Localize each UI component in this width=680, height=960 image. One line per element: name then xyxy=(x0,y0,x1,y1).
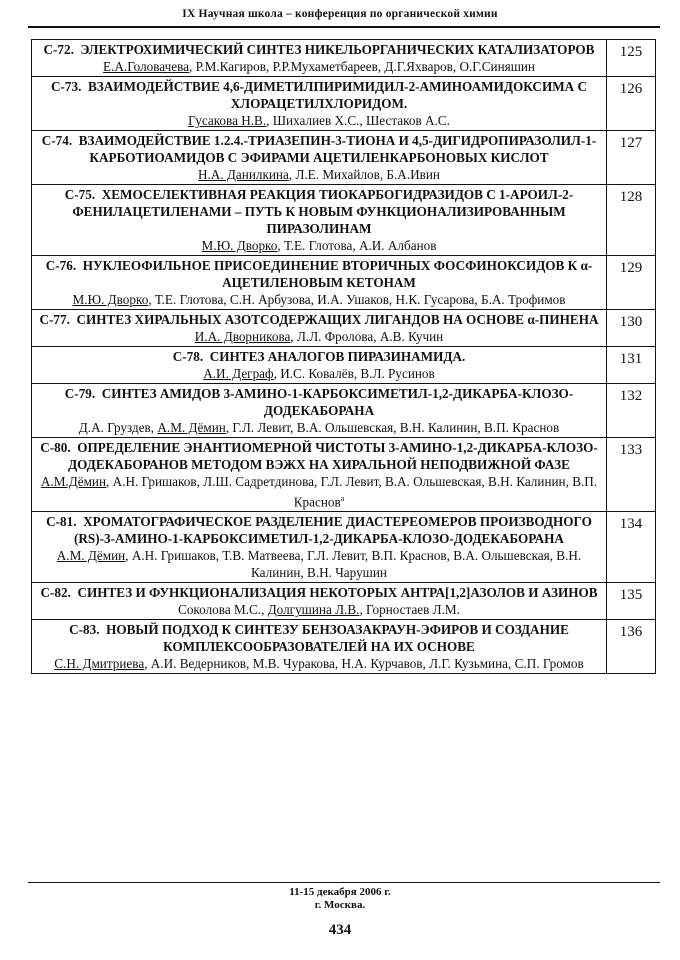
toc-row xyxy=(32,384,656,438)
entry-code: С-81. xyxy=(46,514,77,530)
entry-title-block xyxy=(36,311,602,328)
toc-row xyxy=(32,40,656,77)
toc-row xyxy=(32,512,656,583)
entry-title: НОВЫЙ ПОДХОД К СИНТЕЗУ БЕНЗОАЗАКРАУН-ЭФИРОВ И СОЗДАНИЕ КОМПЛЕКСООБРАЗОВАТЕЛЕЙ НА ИХ ОСНОВЕ xyxy=(106,622,569,655)
entry-page-number: 130 xyxy=(607,310,656,347)
co-authors-before: Соколова М.С., xyxy=(178,602,268,618)
toc-row xyxy=(32,438,656,512)
co-authors: , Шихалиев Х.С., Шестаков А.С. xyxy=(266,113,450,128)
co-authors: , А.Н. Гришаков, Т.В. Матвеева, Г.Л. Левит, В.П. Краснов, В.А. Ольшевская, В.Н. Калинин, В.Н. Чарушин xyxy=(125,548,582,581)
presenting-author: А.И. Деграф xyxy=(203,366,274,381)
entry-title-block xyxy=(36,132,602,166)
entry-page-number: 133 xyxy=(607,438,656,512)
conference-city: г. Москва. xyxy=(314,899,366,911)
entry-title-block xyxy=(36,513,602,547)
entry-title: ОПРЕДЕЛЕНИЕ ЭНАНТИОМЕРНОЙ ЧИСТОТЫ 3-АМИНО-1,2-ДИКАРБА-КЛОЗО-ДОДЕКАБОРАНОВ МЕТОДОМ ВЭЖХ НА ХИРАЛЬНОЙ НЕПОДВИЖНОЙ ФАЗЕ xyxy=(68,440,598,472)
toc-row xyxy=(32,77,656,131)
entry-cell xyxy=(32,131,607,185)
co-authors: , А.И. Ведерников, М.В. Чуракова, Н.А. Курчавов, Л.Г. Кузьмина, С.П. Громов xyxy=(144,656,584,672)
entry-title-block xyxy=(36,439,602,473)
footer xyxy=(0,886,680,912)
entry-authors xyxy=(36,655,602,672)
entry-page-number: 127 xyxy=(607,131,656,185)
entry-page-number: 126 xyxy=(607,77,656,131)
entry-authors xyxy=(36,58,602,75)
co-authors: , Горностаев Л.М. xyxy=(359,602,460,618)
toc-row xyxy=(32,310,656,347)
presenting-author: М.Ю. Дворко xyxy=(72,292,149,307)
entry-cell xyxy=(32,256,607,310)
entry-page-number: 131 xyxy=(607,347,656,384)
entry-code: С-72. xyxy=(43,42,74,57)
entry-title-block xyxy=(36,621,602,655)
entry-authors xyxy=(36,328,602,345)
entry-cell xyxy=(32,620,607,674)
entry-title: СИНТЕЗ АНАЛОГОВ ПИРАЗИНАМИДА. xyxy=(209,349,466,364)
entry-page-number: 135 xyxy=(607,583,656,620)
toc-row xyxy=(32,256,656,310)
co-authors: , И.С. Ковалёв, В.Л. Русинов xyxy=(273,366,435,381)
presenting-author: А.М.Дёмин xyxy=(40,474,107,489)
entry-title: ЭЛЕКТРОХИМИЧЕСКИЙ СИНТЕЗ НИКЕЛЬОРГАНИЧЕСКИХ КАТАЛИЗАТОРОВ xyxy=(80,42,595,57)
co-authors: , Т.Е. Глотова, А.И. Албанов xyxy=(277,238,437,253)
entry-authors xyxy=(36,166,602,183)
presenting-author: М.Ю. Дворко xyxy=(201,238,278,253)
entry-cell xyxy=(32,438,607,512)
co-authors: , А.Н. Гришаков, Л.Ш. Садретдинова, Г.Л. Левит, В.А. Ольшевская, В.Н. Калинин, В.П. Краснов xyxy=(106,474,598,510)
entry-authors xyxy=(36,419,602,436)
presenting-author: А.М. Дёмин xyxy=(157,420,226,435)
page-number: 434 xyxy=(328,922,352,938)
toc-row xyxy=(32,620,656,674)
header-rule xyxy=(28,26,660,28)
entry-cell xyxy=(32,384,607,438)
entry-code: С-75. xyxy=(64,187,96,202)
entry-page-number: 136 xyxy=(607,620,656,674)
entry-authors xyxy=(36,237,602,254)
entry-title-block xyxy=(36,584,602,601)
entry-cell xyxy=(32,185,607,256)
entry-cell xyxy=(32,310,607,347)
co-authors: , Т.Е. Глотова, С.Н. Арбузова, И.А. Ушаков, Н.К. Гусарова, Б.А. Трофимов xyxy=(148,292,566,307)
entry-cell xyxy=(32,347,607,384)
entry-title-block xyxy=(36,41,602,58)
entry-cell xyxy=(32,40,607,77)
presenting-author: Е.А.Головачева xyxy=(103,59,190,74)
co-authors: , Л.Е. Михайлов, Б.А.Ивин xyxy=(288,167,440,182)
entry-page-number: 128 xyxy=(607,185,656,256)
co-authors: , Л.Л. Фролова, А.В. Кучин xyxy=(290,329,444,344)
entry-title-block xyxy=(36,385,602,419)
conference-dates: 11-15 декабря 2006 г. xyxy=(289,886,391,898)
contents-body xyxy=(32,40,656,674)
presenting-author: Н.А. Данилкина xyxy=(197,167,289,182)
entry-title: ХЕМОСЕЛЕКТИВНАЯ РЕАКЦИЯ ТИОКАРБОГИДРАЗИДОВ С 1-АРОИЛ-2-ФЕНИЛАЦЕТИЛЕНАМИ – ПУТЬ К НОВЫМ ФУНКЦИОНАЛИЗИРОВАННЫМ ПИРАЗОЛИНАМ xyxy=(72,187,574,236)
entry-cell xyxy=(32,512,607,583)
co-authors: , Р.М.Кагиров, Р.Р.Мухаметбареев, Д.Г.Яхваров, О.Г.Синяшин xyxy=(189,59,535,74)
entry-page-number: 134 xyxy=(607,512,656,583)
entry-code: С-82. xyxy=(40,585,71,601)
entry-title: ВЗАИМОДЕЙСТВИЕ 4,6-ДИМЕТИЛПИРИМИДИЛ-2-АМИНОАМИДОКСИМА С ХЛОРАЦЕТИЛХЛОРИДОМ. xyxy=(87,79,588,111)
entry-title: СИНТЕЗ ХИРАЛЬНЫХ АЗОТСОДЕРЖАЩИХ ЛИГАНДОВ НА ОСНОВЕ α-ПИНЕНА xyxy=(76,312,599,327)
entry-title-block xyxy=(36,257,602,291)
entry-title: ХРОМАТОГРАФИЧЕСКОЕ РАЗДЕЛЕНИЕ ДИАСТЕРЕОМЕРОВ ПРОИЗВОДНОГО (RS)-3-АМИНО-1-КАРБОКСИМЕТИЛ-1,2-ДИКАРБА-КЛОЗО-ДОДЕКАБОРАНА xyxy=(74,514,592,547)
entry-authors xyxy=(36,601,602,618)
entry-code: С-73. xyxy=(50,79,82,94)
entry-title: НУКЛЕОФИЛЬНОЕ ПРИСОЕДИНЕНИЕ ВТОРИЧНЫХ ФОСФИНОКСИДОВ К α-АЦЕТИЛЕНОВЫМ КЕТОНАМ xyxy=(82,258,593,290)
presenting-author: Гусакова Н.В. xyxy=(188,113,267,128)
toc-row xyxy=(32,185,656,256)
entry-cell xyxy=(32,77,607,131)
toc-row xyxy=(32,131,656,185)
entry-code: С-80. xyxy=(40,440,71,455)
entry-code: С-74. xyxy=(41,133,73,148)
entry-code: С-76. xyxy=(45,258,77,273)
co-authors-before: Д.А. Груздев, xyxy=(78,420,158,435)
footnote-mark: а xyxy=(340,494,345,503)
presenting-author: А.М. Дёмин xyxy=(56,548,126,564)
entry-authors xyxy=(36,112,602,129)
entry-title-block xyxy=(36,348,602,365)
presenting-author: С.Н. Дмитриева xyxy=(54,656,145,672)
entry-title: СИНТЕЗ АМИДОВ 3-АМИНО-1-КАРБОКСИМЕТИЛ-1,2-ДИКАРБА-КЛОЗО-ДОДЕКАБОРАНА xyxy=(101,386,574,418)
toc-row xyxy=(32,347,656,384)
entry-title-block xyxy=(36,186,602,237)
entry-authors xyxy=(36,365,602,382)
entry-cell xyxy=(32,583,607,620)
entry-title: ВЗАИМОДЕЙСТВИЕ 1.2.4.-ТРИАЗЕПИН-3-ТИОНА И 4,5-ДИГИДРОПИРАЗОЛИЛ-1-КАРБОТИОАМИДОВ С ЭФИРАМИ АЦЕТИЛЕНКАРБОНОВЫХ КИСЛОТ xyxy=(78,133,597,165)
entry-title: СИНТЕЗ И ФУНКЦИОНАЛИЗАЦИЯ НЕКОТОРЫХ АНТРА[1,2]АЗОЛОВ И АЗИНОВ xyxy=(77,585,598,601)
contents-table xyxy=(31,39,656,674)
entry-page-number: 125 xyxy=(607,40,656,77)
entry-authors xyxy=(36,291,602,308)
running-header: IX Научная школа – конференция по органической химии xyxy=(182,8,498,20)
presenting-author: Долгушина Л.В. xyxy=(267,602,360,618)
entry-title-block xyxy=(36,78,602,112)
footer-rule xyxy=(28,882,660,883)
co-authors: , Г.Л. Левит, В.А. Ольшевская, В.Н. Калинин, В.П. Краснов xyxy=(225,420,560,435)
entry-code: С-78. xyxy=(172,349,204,364)
entry-page-number: 129 xyxy=(607,256,656,310)
entry-page-number: 132 xyxy=(607,384,656,438)
presenting-author: И.А. Дворникова xyxy=(194,329,291,344)
entry-code: С-79. xyxy=(64,386,96,401)
toc-row xyxy=(32,583,656,620)
entry-authors xyxy=(36,473,602,510)
entry-code: С-77. xyxy=(39,312,70,327)
entry-authors xyxy=(36,547,602,581)
entry-code: С-83. xyxy=(69,622,100,638)
